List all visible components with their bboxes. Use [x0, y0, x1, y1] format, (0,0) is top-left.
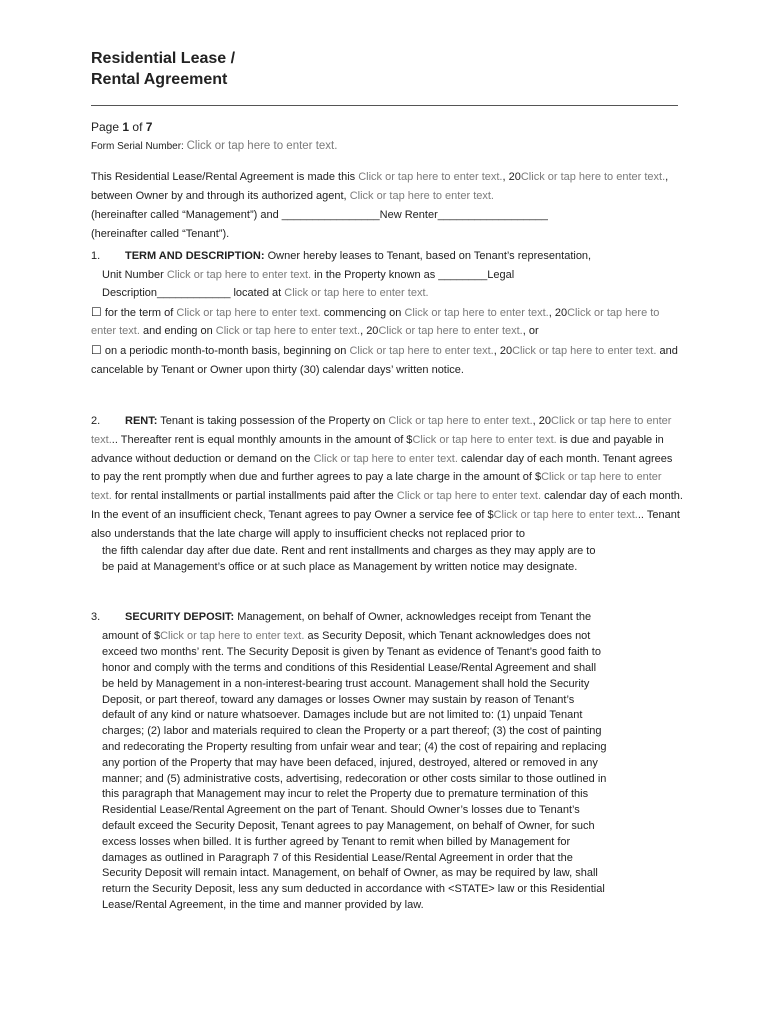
end-year-field[interactable]: Click or tap here to enter text.: [378, 325, 523, 338]
section-text: event of an insufficient check, Tenant agrees to pay Owner a service fee of $: [121, 508, 494, 521]
service-fee-field[interactable]: Click or tap here to enter text.: [493, 508, 638, 521]
section-text: is due and payable in advance without deduction or demand on the: [91, 433, 664, 465]
page-of: of: [132, 120, 143, 134]
section-text: commencing on: [323, 306, 402, 319]
section-rent: [91, 412, 683, 576]
start-year-field[interactable]: Click or tap here to enter text.: [91, 306, 660, 338]
section-text: for rental installments or: [114, 490, 233, 503]
term-checkbox[interactable]: ☐: [91, 304, 102, 319]
security-deposit-line: and redecorating the Property resulting from unfair wear and tear; (4) the cost of repairing and replacing: [102, 740, 607, 753]
section-number: 2.: [91, 415, 101, 427]
security-deposit-line: exceed two months’ rent. The Security Deposit is given by Tenant as evidence of Tenant’s good faith to: [102, 646, 601, 659]
possession-date-field[interactable]: Click or tap here to enter text.: [388, 415, 533, 427]
section-text: be paid at Management’s office or at such place as Management by written notice may designate.: [102, 561, 578, 574]
periodic-year-field[interactable]: Click or tap here to enter text.: [512, 344, 657, 357]
security-deposit-line: default of any kind or nature whatsoever. Damages include but are not limited to: (1) unpaid Tenant: [102, 709, 583, 722]
section-text: , 20: [360, 325, 379, 338]
intro-text: (hereinafter called “Management”) and ________________New Renter__________________: [91, 209, 548, 221]
section-text: agrees to pay a late charge in the amount of $: [316, 471, 542, 484]
periodic-checkbox[interactable]: ☐: [91, 342, 102, 357]
section-number: 3.: [91, 611, 101, 623]
late-charge-field[interactable]: Click or tap here to enter text.: [91, 471, 662, 503]
document-title: Residential Lease / Rental Agreement: [91, 50, 236, 88]
serial-number-field[interactable]: Click or tap here to enter text.: [186, 140, 338, 152]
security-deposit-line: Deposit, or part thereof, toward any damages or losses Owner may sustain by reason of Tenant’s: [102, 693, 575, 706]
periodic-start-field[interactable]: Click or tap here to enter text.: [349, 344, 494, 357]
intro-paragraph: [91, 168, 683, 244]
security-deposit-line: any portion of the Property that may have been defaced, injured, destroyed, altered or removed in any: [102, 756, 598, 769]
section-text: .. Thereafter rent is equal monthly amounts in the amount of $: [111, 433, 413, 446]
section-text: and ending on: [142, 325, 213, 338]
security-deposit-line: default exceed the Security Deposit, Tenant agrees to pay Management, on behalf of Owner, for such: [102, 819, 595, 832]
section-security-deposit: [91, 608, 683, 914]
location-field[interactable]: Click or tap here to enter text.: [284, 287, 429, 300]
section-text: as Security Deposit, which Tenant acknowledges does not: [307, 629, 591, 642]
intro-text: , 20: [502, 171, 521, 183]
security-deposit-line: this paragraph that Management may incur to relet the Property due to premature termination of this: [102, 788, 589, 801]
security-deposit-line: honor and comply with the terms and conditions of this Residential Lease/Rental Agreement and shall: [102, 661, 597, 674]
intro-text: , between Owner by and through its authorized agent,: [91, 171, 669, 202]
security-deposit-line: damages as outlined in Paragraph 7 of this Residential Lease/Rental Agreement in order that the: [102, 851, 573, 864]
section-text: Owner hereby leases to Tenant, based on Tenant’s representation,: [267, 250, 592, 262]
deposit-amount-field[interactable]: Click or tap here to enter text.: [160, 629, 305, 642]
page-word: Page: [91, 120, 120, 134]
due-day-field[interactable]: Click or tap here to enter text.: [313, 452, 458, 465]
security-deposit-line: Security Deposit will remain intact. Management, on behalf of Owner, as may be required by law, shall: [102, 867, 598, 880]
security-deposit-line: manner; and (5) administrative costs, advertising, redecoration or other costs similar to those outlined in: [102, 772, 607, 785]
page-current: 1: [122, 120, 130, 134]
section-number: 1.: [91, 250, 101, 262]
section-text: amount of $: [102, 629, 161, 642]
section-text: Tenant is taking possession of the Property on: [160, 415, 386, 427]
late-day-field[interactable]: Click or tap here to enter text.: [396, 490, 542, 503]
security-deposit-line: excess losses when billed. It is further agreed by Tenant to remit when billed by Management for: [102, 835, 571, 848]
end-date-field[interactable]: Click or tap here to enter text.: [215, 325, 361, 338]
security-deposit-line: Residential Lease/Rental Agreement on the part of Tenant. Should Owner’s losses due to Tenant’s: [102, 804, 580, 817]
agent-name-field[interactable]: Click or tap here to enter text.: [349, 190, 494, 202]
start-date-field[interactable]: Click or tap here to enter text.: [404, 306, 549, 319]
page-indicator: [91, 119, 152, 135]
section-text: , or: [522, 325, 539, 338]
page-total: 7: [145, 120, 153, 134]
security-deposit-line: return the Security Deposit, less any sum deducted in accordance with <STATE> law or this Residential: [102, 883, 605, 896]
rent-amount-field[interactable]: Click or tap here to enter text.: [412, 433, 557, 446]
security-deposit-line: Lease/Rental Agreement, in the time and manner provided by law.: [102, 898, 424, 911]
section-text: Description____________ located at: [102, 287, 282, 300]
security-deposit-body: [91, 645, 683, 914]
section-text: calendar day of each month. In the: [91, 490, 683, 521]
section-text: partial installments paid after the: [235, 490, 394, 503]
term-length-field[interactable]: Click or tap here to enter text.: [176, 306, 321, 319]
security-deposit-line: charges; (2) labor and materials required to clean the Property or a part thereof; (3) the cost of painting: [102, 725, 602, 738]
section-text: calendar day of each month. Tenant agrees to pay the rent promptly when due and further: [91, 452, 673, 484]
section-heading: TERM AND DESCRIPTION:: [125, 250, 265, 262]
section-text: and cancelable by Tenant or Owner upon thirty (30) calendar days’ written notice.: [91, 344, 678, 376]
date-year-field[interactable]: Click or tap here to enter text.: [520, 171, 666, 183]
unit-number-field[interactable]: Click or tap here to enter text.: [166, 268, 312, 281]
section-term-description: [91, 247, 683, 379]
section-text: Management, on behalf of Owner, acknowledges receipt from Tenant the: [237, 611, 592, 623]
form-serial-number: [91, 138, 337, 155]
section-text: the fifth calendar day after due date. Rent and rent installments and charges as they may apply are to: [102, 544, 596, 557]
section-text: Unit Number: [102, 268, 164, 281]
security-deposit-line: be held by Management in a non-interest-bearing trust account. Management shall hold the Security: [102, 677, 590, 690]
section-text: , 20: [548, 306, 568, 319]
section-text: in the Property known as ________Legal: [314, 268, 515, 281]
section-text: .. Tenant also understands that the late charge will apply to insufficient checks not replaced prior to: [91, 508, 680, 540]
intro-text: This Residential Lease/Rental Agreement is made this: [91, 171, 356, 183]
possession-year-field[interactable]: Click or tap here to enter text.: [91, 415, 672, 446]
section-text: on a periodic month-to-month basis, beginning on: [104, 344, 347, 357]
section-heading: RENT:: [125, 415, 158, 427]
section-heading: SECURITY DEPOSIT:: [125, 611, 235, 623]
date-day-field[interactable]: Click or tap here to enter text.: [358, 171, 503, 183]
section-text: for the term of: [104, 306, 174, 319]
intro-text: (hereinafter called “Tenant”).: [91, 228, 230, 240]
section-text: , 20: [493, 344, 513, 357]
serial-label: Form Serial Number:: [91, 141, 184, 152]
section-text: , 20: [532, 415, 551, 427]
title-divider: [91, 105, 678, 106]
